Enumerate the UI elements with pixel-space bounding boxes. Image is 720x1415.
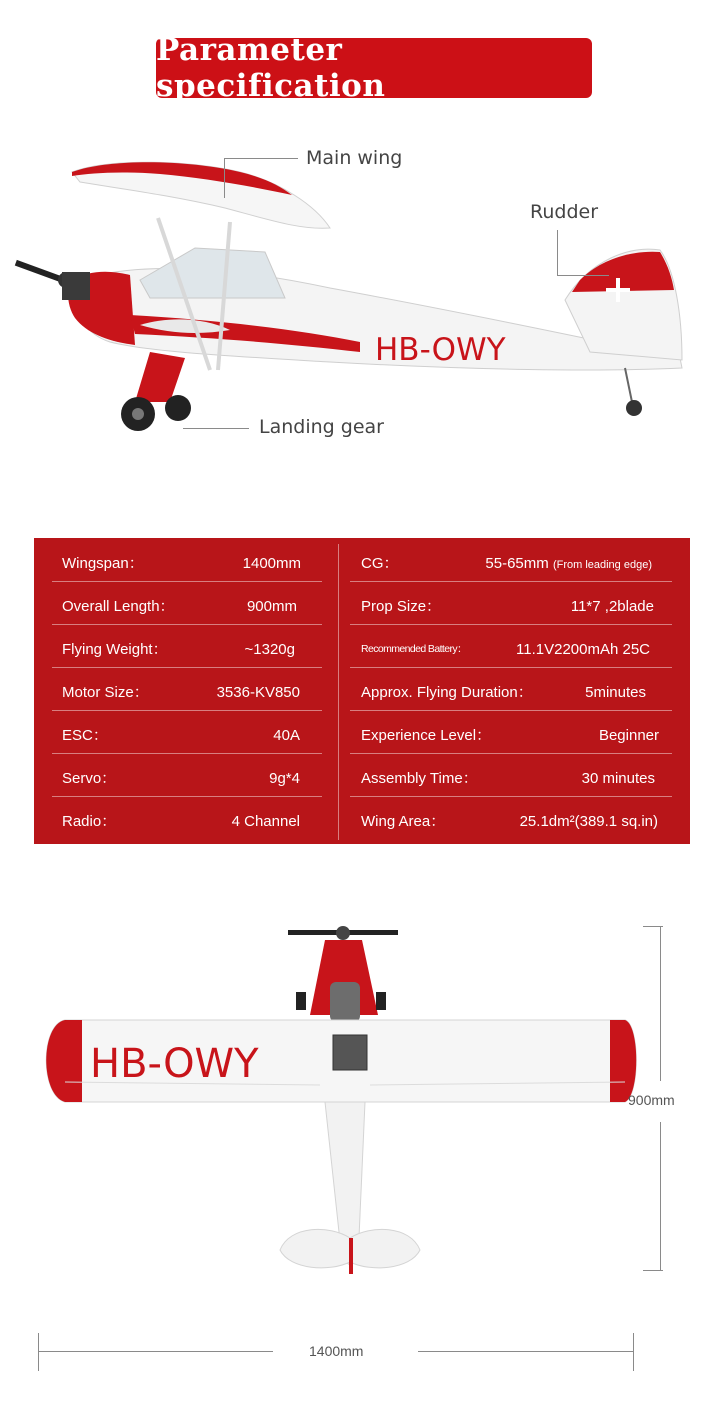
span-dimension-left-tick bbox=[38, 1333, 39, 1371]
height-dimension-line-upper bbox=[660, 926, 661, 1081]
span-dimension-line-right bbox=[418, 1351, 633, 1352]
landing-gear-label: Landing gear bbox=[259, 416, 384, 438]
spec-row-prop-size bbox=[34, 585, 690, 628]
rudder-label: Rudder bbox=[530, 201, 599, 223]
spec-value: 40A bbox=[273, 727, 300, 744]
span-dimension-line-left bbox=[38, 1351, 273, 1352]
spec-row-experience-level bbox=[34, 714, 690, 757]
spec-value: ~1320g bbox=[244, 641, 295, 658]
spec-label: Radio： bbox=[62, 813, 117, 830]
airplane-top-view bbox=[0, 920, 720, 1320]
spec-value: 11*7 ,2blade bbox=[570, 598, 654, 615]
spec-table bbox=[34, 538, 690, 844]
spec-label: Wing Area： bbox=[361, 813, 446, 830]
height-dimension-line-lower bbox=[660, 1122, 661, 1270]
main-wing-callout-line bbox=[224, 158, 298, 159]
spec-row-assembly-time bbox=[34, 757, 690, 800]
spec-value: 11.1V2200mAh 25C bbox=[516, 641, 650, 658]
spec-value: 25.1dm²(389.1 sq.in) bbox=[519, 813, 658, 830]
registration-top: HB-OWY bbox=[90, 1041, 259, 1087]
landing-gear-callout-line bbox=[183, 428, 249, 429]
main-wing-callout-drop bbox=[224, 158, 225, 198]
span-dimension-right-tick bbox=[633, 1333, 634, 1371]
spec-label: Experience Level： bbox=[361, 727, 492, 744]
spec-value: 9g*4 bbox=[269, 770, 300, 787]
rudder-callout-line bbox=[557, 230, 558, 275]
spec-label: Recommended Battery： bbox=[361, 643, 467, 655]
spec-row-flying-duration bbox=[34, 671, 690, 714]
spec-label: Flying Weight： bbox=[62, 641, 168, 658]
title-banner bbox=[156, 32, 592, 104]
spec-label: Prop Size： bbox=[361, 598, 442, 615]
spec-value: 30 minutes bbox=[581, 770, 655, 787]
spec-label: Wingspan： bbox=[62, 555, 144, 572]
length-dimension-label: 900mm bbox=[628, 1092, 675, 1108]
spec-label: Servo： bbox=[62, 770, 117, 787]
spec-label: Motor Size： bbox=[62, 684, 149, 701]
spec-label: ESC： bbox=[62, 727, 108, 744]
spec-value: 3536-KV850 bbox=[216, 684, 300, 701]
page-title: Parameter specification bbox=[156, 32, 386, 104]
spec-label: Approx. Flying Duration： bbox=[361, 684, 533, 701]
height-dimension-bottom-tick bbox=[643, 1270, 663, 1271]
spec-value: 4 Channel bbox=[231, 813, 300, 830]
spec-note: (From leading edge) bbox=[552, 559, 652, 571]
spec-value: 1400mm bbox=[242, 555, 301, 572]
spec-value: 5minutes bbox=[585, 684, 646, 701]
span-dimension-label: 1400mm bbox=[309, 1343, 364, 1359]
spec-value: 900mm bbox=[246, 598, 297, 615]
spec-value: Beginner bbox=[598, 727, 659, 744]
registration-side: HB-OWY bbox=[375, 332, 506, 368]
spec-label: Overall Length： bbox=[62, 598, 175, 615]
spec-label: CG： bbox=[361, 555, 399, 572]
spec-row-cg bbox=[34, 542, 690, 585]
spec-value: 55-65mm (From leading edge) bbox=[485, 555, 652, 572]
main-wing-label: Main wing bbox=[306, 147, 403, 169]
spec-row-wing-area bbox=[34, 800, 690, 843]
rudder-callout-foot bbox=[557, 275, 609, 276]
spec-row-recommended-battery bbox=[34, 628, 690, 671]
airplane-side-view bbox=[0, 120, 720, 460]
spec-label: Assembly Time： bbox=[361, 770, 478, 787]
